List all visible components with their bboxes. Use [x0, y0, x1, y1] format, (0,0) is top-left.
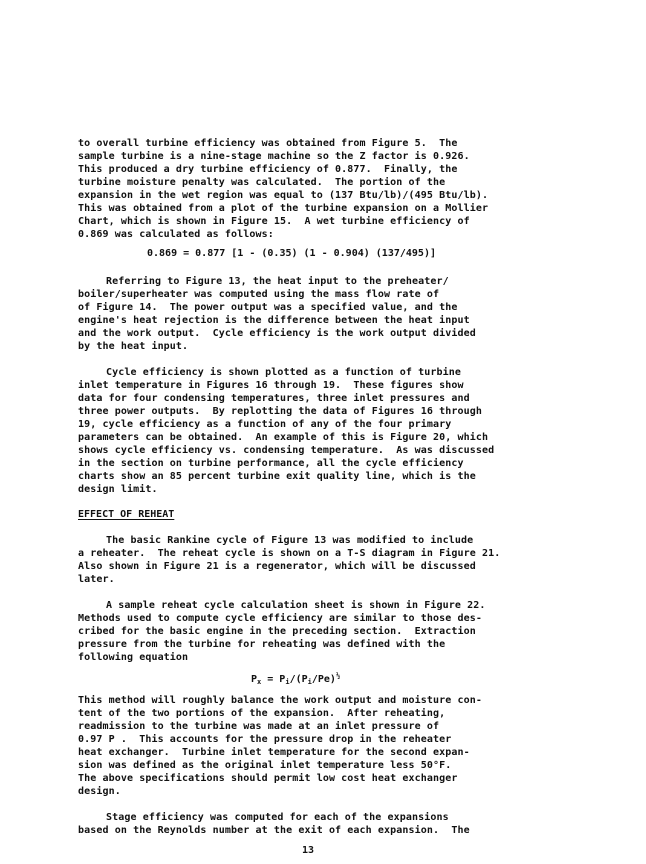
equation-ratio-subscript: i: [307, 678, 312, 686]
paragraph-6-line-6: sion was defined as the original inlet temperature less 50°F.: [78, 760, 452, 771]
paragraph-1-line-5: expansion in the wet region was equal to (137 Btu/lb)/(495 Btu/lb).: [78, 190, 489, 201]
paragraph-5-line-5: following equation: [78, 652, 189, 663]
paragraph-5-line-3: cribed for the basic engine in the preceding section. Extraction: [78, 626, 476, 637]
paragraph-6-line-1: This method will roughly balance the work output and moisture con-: [78, 695, 482, 706]
paragraph-1-line-2: sample turbine is a nine-stage machine so the Z factor is 0.926.: [78, 151, 470, 162]
paragraph-2-line-6: by the heat input.: [78, 341, 189, 352]
paragraph-2-line-5: and the work output. Cycle efficiency is the work output divided: [78, 328, 476, 339]
paragraph-4-line-2: a reheater. The reheat cycle is shown on a T-S diagram in Figure 21.: [78, 548, 501, 559]
equation-ratio-end: /Pe): [311, 674, 336, 685]
paragraph-2-line-3: of Figure 14. The power output was a specified value, and the: [78, 302, 458, 313]
paragraph-3-line-4: three power outputs. By replotting the data of Figures 16 through: [78, 406, 482, 417]
paragraph-5-line-1: A sample reheat cycle calculation sheet is shown in Figure 22.: [106, 600, 486, 611]
paragraph-6-line-3: readmission to the turbine was made at an inlet pressure of: [78, 721, 440, 732]
paragraph-3-line-3: data for four condensing temperatures, three inlet pressures and: [78, 393, 470, 404]
paragraph-3-line-2: inlet temperature in Figures 16 through 19. These figures show: [78, 380, 464, 391]
equation-px-subscript: x: [257, 678, 262, 686]
paragraph-3-line-5: 19, cycle efficiency as a function of any of the four primary: [78, 419, 452, 430]
paragraph-2-line-4: engine's heat rejection is the difference between the heat input: [78, 315, 470, 326]
paragraph-6-line-4: 0.97 P . This accounts for the pressure drop in the reheater: [78, 734, 452, 745]
paragraph-3-line-9: charts show an 85 percent turbine exit quality line, which is the: [78, 471, 476, 482]
paragraph-3-line-7: shows cycle efficiency vs. condensing temperature. As was discussed: [78, 445, 495, 456]
paragraph-4-line-1: The basic Rankine cycle of Figure 13 was modified to include: [106, 535, 474, 546]
paragraph-7-line-2: based on the Reynolds number at the exit of each expansion. The: [78, 825, 470, 836]
section-heading-effect-of-reheat: EFFECT OF REHEAT: [78, 509, 175, 520]
paragraph-1-line-8: 0.869 was calculated as follows:: [78, 229, 274, 240]
page-number: 13: [302, 845, 315, 856]
equation-pi-subscript: i: [285, 678, 290, 686]
equation-wet-efficiency: 0.869 = 0.877 [1 - (0.35) (1 - 0.904) (137/495)]: [147, 248, 436, 259]
equation-px-symbol: P: [251, 674, 258, 685]
paragraph-4-line-4: later.: [78, 574, 115, 585]
equation-exponent: ½: [335, 672, 341, 680]
paragraph-7-line-1: Stage efficiency was computed for each of the expansions: [106, 812, 449, 823]
equation-ratio-start: /(P: [289, 674, 308, 685]
paragraph-2-line-2: boiler/superheater was computed using the mass flow rate of: [78, 289, 440, 300]
equation-equals-pi: = P: [261, 674, 286, 685]
paragraph-1-line-1: to overall turbine efficiency was obtained from Figure 5. The: [78, 138, 458, 149]
paragraph-6-line-7: The above specifications should permit low cost heat exchanger: [78, 773, 458, 784]
paragraph-1-line-6: This was obtained from a plot of the turbine expansion on a Mollier: [78, 203, 489, 214]
paragraph-1-line-3: This produced a dry turbine efficiency of 0.877. Finally, the: [78, 164, 458, 175]
paragraph-3-line-8: in the section on turbine performance, all the cycle efficiency: [78, 458, 464, 469]
paragraph-2-line-1: Referring to Figure 13, the heat input to the preheater/: [106, 276, 449, 287]
paragraph-5-line-2: Methods used to compute cycle efficiency are similar to those des-: [78, 613, 482, 624]
paragraph-6-line-5: heat exchanger. Turbine inlet temperature for the second expan-: [78, 747, 470, 758]
paragraph-1-line-7: Chart, which is shown in Figure 15. A wet turbine efficiency of: [78, 216, 470, 227]
paragraph-3-line-1: Cycle efficiency is shown plotted as a function of turbine: [106, 367, 461, 378]
paragraph-5-line-4: pressure from the turbine for reheating was defined with the: [78, 639, 446, 650]
paragraph-6-line-2: tent of the two portions of the expansion. After reheating,: [78, 708, 446, 719]
paragraph-3-line-6: parameters can be obtained. An example of this is Figure 20, which: [78, 432, 489, 443]
paragraph-1-line-4: turbine moisture penalty was calculated. The portion of the: [78, 177, 446, 188]
paragraph-4-line-3: Also shown in Figure 21 is a regenerator, which will be discussed: [78, 561, 476, 572]
paragraph-3-line-10: design limit.: [78, 484, 158, 495]
equation-extraction-pressure: [251, 670, 340, 689]
paragraph-6-line-8: design.: [78, 786, 121, 797]
